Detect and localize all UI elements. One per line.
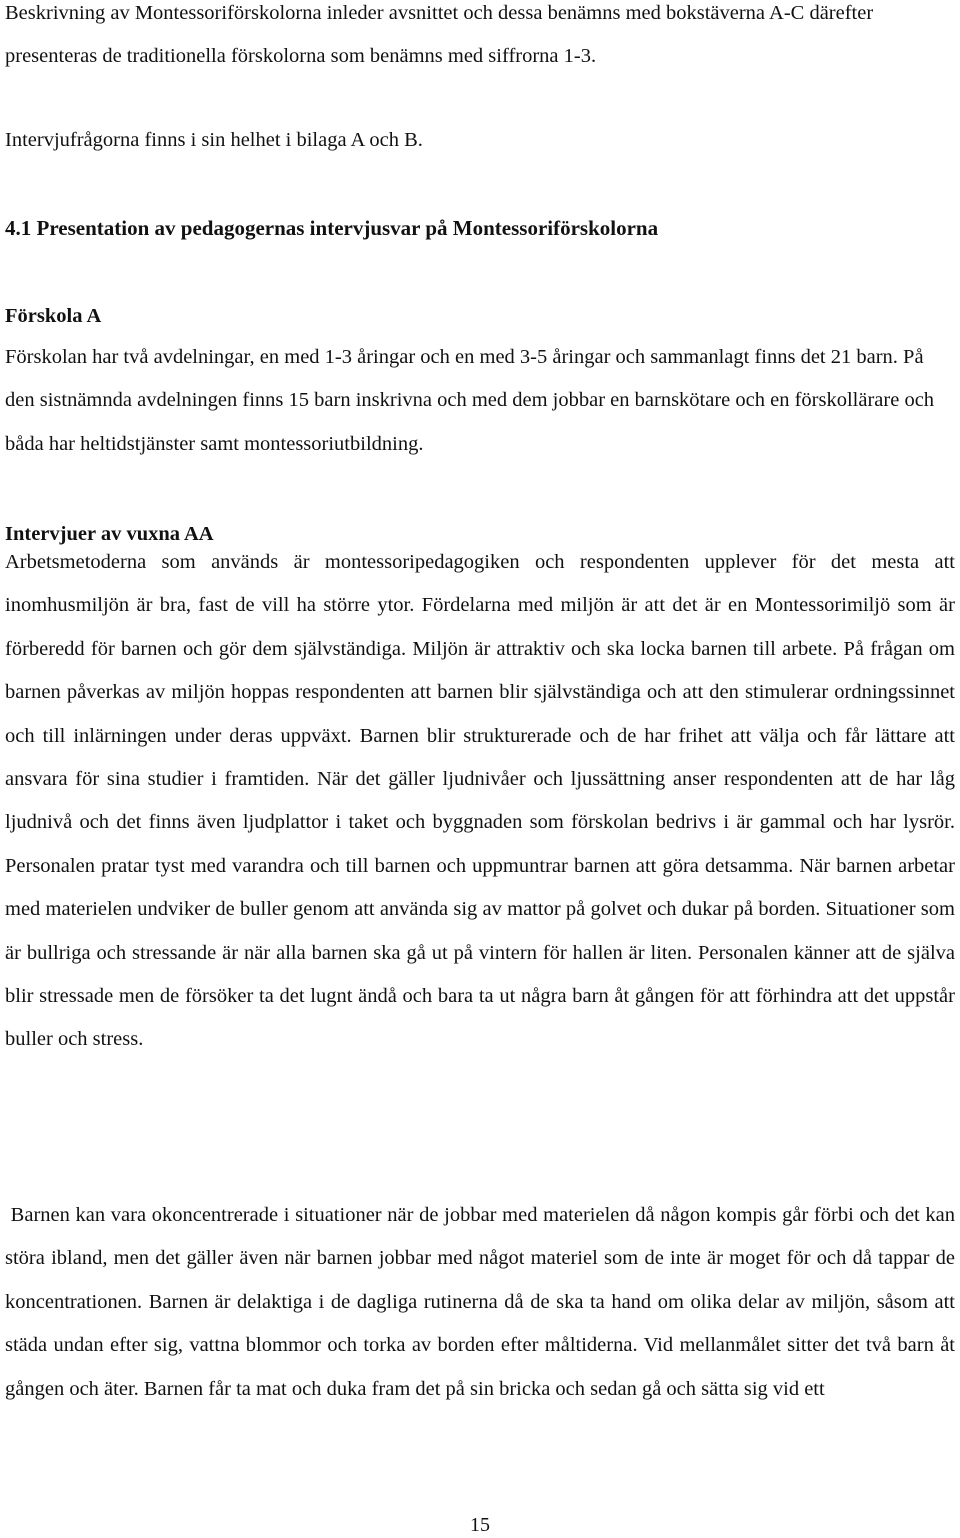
preschool-a-heading: Förskola A	[5, 305, 102, 327]
preschool-a-paragraph: Förskolan har två avdelningar, en med 1-3 åringar och en med 3-5 åringar och sammanlagt finns det 21 barn. På den sistnämnda avdelningen finns 15 barn inskrivna och med dem jobbar en barnskötare och en förskollärare och båda har heltidstjänster samt montessoriutbildning.	[5, 346, 935, 455]
interview-paragraph-1: Arbetsmetoderna som används är montessoripedagogiken och respondenten upplever för det mesta att inomhusmiljön är bra, fast de vill ha större ytor. Fördelarna med miljön är att det är en Montessorimiljö som är förberedd för barnen och gör dem självständiga. Miljön är attraktiv och ska locka barnen till arbete. På frågan om barnen påverkas av miljön hoppas respondenten att barnen blir självständiga och att den stimulerar ordningssinnet och till inlärningen under deras uppväxt. Barnen blir strukturerade och de har frihet att välja och får lättare att ansvara för sina studier i framtiden. När det gäller ljudnivåer och ljussättning anser respondenten att de har låg ljudnivå och det finns även ljudplattor i taket och byggnaden som förskolan bedrivs i är gammal och har lysrör. Personalen pratar tyst med varandra och till barnen och uppmuntrar barnen att göra detsamma. När barnen arbetar med materielen undviker de buller genom att använda sig av mattor på golvet och dukar på borden. Situationer som är bullriga och stressande är när alla barnen ska gå ut på vintern för hallen är liten. Personalen känner att de själva blir stressade men de försöker ta det lugnt ändå och bara ta ut några barn åt gången för att förhindra att det uppstår buller och stress.	[5, 551, 955, 1051]
interview-paragraph-2: Barnen kan vara okoncentrerade i situationer när de jobbar med materielen då någon kompis går förbi och det kan störa ibland, men det gäller även när barnen jobbar med något materiel som de inte är moget för och då tappar de koncentrationen. Barnen är delaktiga i de dagliga rutinerna då de ska ta hand om olika delar av miljön, såsom att städa undan efter sig, vattna blommor och torka av borden efter måltiderna. Vid mellanmålet sitter det två barn åt gången och äter. Barnen får ta mat och duka fram det på sin bricka och sedan gå och sätta sig vid ett	[5, 1204, 960, 1400]
page-number: 15	[470, 1514, 490, 1536]
intro-paragraph: Beskrivning av Montessoriförskolorna inleder avsnittet och dessa benämns med bokstäverna A-C därefter presenteras de traditionella förskolorna som benämns med siffrorna 1-3.	[5, 2, 874, 68]
section-heading: 4.1 Presentation av pedagogernas intervjusvar på Montessoriförskolorna	[5, 216, 659, 240]
intro-appendix-note: Intervjufrågorna finns i sin helhet i bilaga A och B.	[5, 129, 423, 151]
interview-heading: Intervjuer av vuxna AA	[5, 523, 214, 545]
